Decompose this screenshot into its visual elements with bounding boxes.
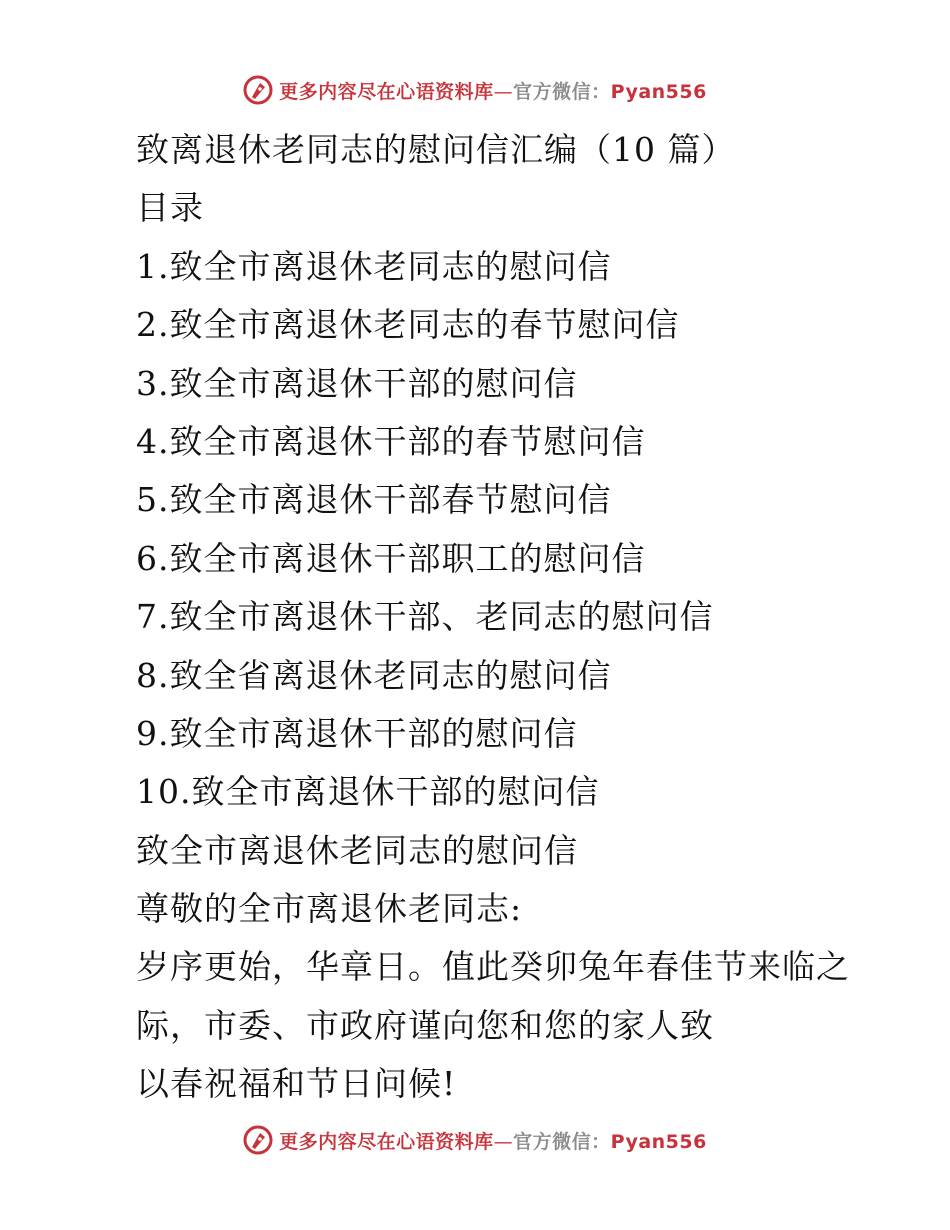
document-title: 致离退休老同志的慰问信汇编（10 篇） bbox=[136, 130, 736, 169]
toc-item: 5.致全市离退休干部春节慰问信 bbox=[136, 480, 612, 520]
banner-wechat-id: Pyan556 bbox=[610, 80, 707, 103]
toc-item: 7.致全市离退休干部、老同志的慰问信 bbox=[136, 597, 714, 637]
banner-separator: — bbox=[493, 1130, 514, 1153]
body-paragraph-line: 际，市委、市政府谨向您和您的家人致 bbox=[136, 1005, 714, 1045]
toc-item: 4.致全市离退休干部的春节慰问信 bbox=[136, 421, 646, 461]
salutation: 尊敬的全市离退休老同志: bbox=[136, 889, 523, 929]
banner-wechat-label: 官方微信： bbox=[513, 80, 611, 103]
toc-item: 1.致全市离退休老同志的慰问信 bbox=[136, 246, 612, 286]
body-paragraph-line: 以春祝福和节日问候! bbox=[136, 1064, 457, 1104]
toc-item: 6.致全市离退休干部职工的慰问信 bbox=[136, 538, 646, 578]
section-title: 致全市离退休老同志的慰问信 bbox=[136, 830, 578, 870]
footer-watermark-banner bbox=[0, 1120, 950, 1160]
toc-item: 10.致全市离退休干部的慰问信 bbox=[136, 772, 600, 812]
banner-brand: 更多内容尽在心语资料库 bbox=[279, 80, 494, 103]
header-watermark-banner bbox=[0, 70, 950, 110]
banner-separator: — bbox=[493, 80, 514, 103]
pen-nib-circle-icon bbox=[243, 75, 273, 105]
banner-brand: 更多内容尽在心语资料库 bbox=[279, 1130, 494, 1153]
toc-item: 3.致全市离退休干部的慰问信 bbox=[136, 363, 578, 403]
document-body bbox=[136, 121, 936, 1114]
banner-wechat-id: Pyan556 bbox=[610, 1130, 707, 1153]
toc-item: 9.致全市离退休干部的慰问信 bbox=[136, 713, 578, 753]
toc-item: 8.致全省离退休老同志的慰问信 bbox=[136, 655, 612, 695]
pen-nib-circle-icon bbox=[243, 1125, 273, 1155]
toc-item: 2.致全市离退休老同志的春节慰问信 bbox=[136, 305, 680, 345]
toc-heading: 目录 bbox=[136, 188, 204, 228]
banner-text bbox=[279, 77, 707, 104]
banner-wechat-label: 官方微信： bbox=[513, 1130, 611, 1153]
banner-text bbox=[279, 1127, 707, 1154]
body-paragraph-line: 岁序更始，华章日。值此癸卯兔年春佳节来临之 bbox=[136, 947, 850, 987]
